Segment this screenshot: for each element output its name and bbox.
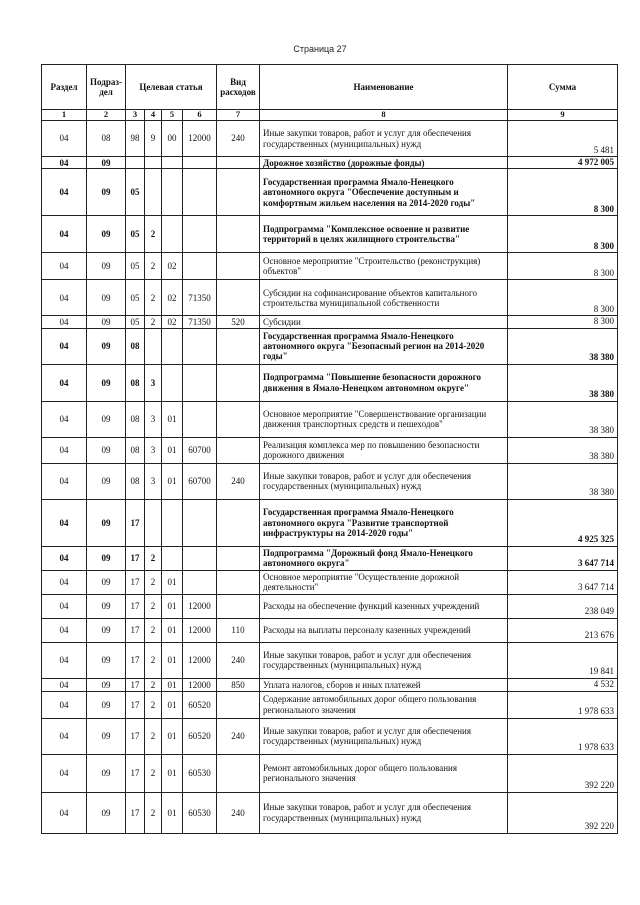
razdel-cell: 04 xyxy=(42,280,87,316)
event-cell: 01 xyxy=(162,401,183,437)
program-cell: 17 xyxy=(126,754,145,792)
table-row xyxy=(42,792,618,833)
razdel-cell: 04 xyxy=(42,618,87,642)
sum-cell: 1 978 633 xyxy=(508,691,618,718)
name-cell: Ремонт автомобильных дорог общего пользования регионального значения xyxy=(260,754,508,792)
event-cell: 02 xyxy=(162,253,183,280)
podrazdel-cell: 09 xyxy=(87,499,126,546)
vid-cell xyxy=(217,546,260,570)
vid-cell xyxy=(217,594,260,618)
direction-cell: 71350 xyxy=(183,316,217,328)
sum-cell: 8 300 xyxy=(508,169,618,216)
event-cell xyxy=(162,546,183,570)
program-cell: 17 xyxy=(126,570,145,594)
header-celevaya-statya: Целевая статья xyxy=(126,65,217,110)
sum-cell: 4 532 xyxy=(508,678,618,691)
table-row xyxy=(42,718,618,754)
table-row xyxy=(42,328,618,364)
col-number: 2 xyxy=(87,110,126,121)
razdel-cell: 04 xyxy=(42,678,87,691)
event-cell: 01 xyxy=(162,570,183,594)
sum-cell: 392 220 xyxy=(508,792,618,833)
vid-cell xyxy=(217,280,260,316)
direction-cell xyxy=(183,546,217,570)
header-summa: Сумма xyxy=(508,65,618,110)
direction-cell: 12000 xyxy=(183,594,217,618)
subprogram-cell: 2 xyxy=(145,594,162,618)
podrazdel-cell: 09 xyxy=(87,691,126,718)
subprogram-cell: 3 xyxy=(145,364,162,401)
program-cell: 08 xyxy=(126,364,145,401)
podrazdel-cell: 09 xyxy=(87,364,126,401)
event-cell: 01 xyxy=(162,642,183,678)
subprogram-cell: 2 xyxy=(145,718,162,754)
header-vid-raskhodov: Вид расходов xyxy=(217,65,260,110)
name-cell: Реализация комплекса мер по повышению безопасности дорожного движения xyxy=(260,437,508,463)
direction-cell: 12000 xyxy=(183,121,217,157)
podrazdel-cell: 09 xyxy=(87,216,126,253)
podrazdel-cell: 09 xyxy=(87,280,126,316)
event-cell: 01 xyxy=(162,718,183,754)
direction-cell xyxy=(183,364,217,401)
direction-cell: 60700 xyxy=(183,437,217,463)
program-cell: 05 xyxy=(126,280,145,316)
subprogram-cell xyxy=(145,157,162,169)
vid-cell: 240 xyxy=(217,642,260,678)
direction-cell: 71350 xyxy=(183,280,217,316)
vid-cell: 110 xyxy=(217,618,260,642)
program-cell: 08 xyxy=(126,463,145,499)
program-cell: 17 xyxy=(126,499,145,546)
direction-cell xyxy=(183,570,217,594)
subprogram-cell: 2 xyxy=(145,792,162,833)
name-cell: Дорожное хозяйство (дорожные фонды) xyxy=(260,157,508,169)
table-row xyxy=(42,364,618,401)
table-row xyxy=(42,253,618,280)
table-row xyxy=(42,401,618,437)
podrazdel-cell: 09 xyxy=(87,678,126,691)
sum-cell: 8 300 xyxy=(508,253,618,280)
event-cell xyxy=(162,499,183,546)
table-row xyxy=(42,642,618,678)
event-cell xyxy=(162,169,183,216)
sum-cell: 4 972 005 xyxy=(508,157,618,169)
razdel-cell: 04 xyxy=(42,253,87,280)
razdel-cell: 04 xyxy=(42,792,87,833)
razdel-cell: 04 xyxy=(42,463,87,499)
razdel-cell: 04 xyxy=(42,216,87,253)
table-row xyxy=(42,316,618,328)
razdel-cell: 04 xyxy=(42,594,87,618)
table-row xyxy=(42,463,618,499)
razdel-cell: 04 xyxy=(42,121,87,157)
razdel-cell: 04 xyxy=(42,691,87,718)
table-row xyxy=(42,437,618,463)
sum-cell: 38 380 xyxy=(508,328,618,364)
name-cell: Иные закупки товаров, работ и услуг для обеспечения государственных (муниципальных) нужд xyxy=(260,642,508,678)
razdel-cell: 04 xyxy=(42,328,87,364)
podrazdel-cell: 09 xyxy=(87,594,126,618)
vid-cell xyxy=(217,570,260,594)
program-cell: 17 xyxy=(126,546,145,570)
vid-cell: 240 xyxy=(217,463,260,499)
header-podrazdel: Подраз-дел xyxy=(87,65,126,110)
program-cell: 98 xyxy=(126,121,145,157)
sum-cell: 238 049 xyxy=(508,594,618,618)
sum-cell: 38 380 xyxy=(508,463,618,499)
sum-cell: 19 841 xyxy=(508,642,618,678)
vid-cell: 240 xyxy=(217,718,260,754)
col-number: 8 xyxy=(260,110,508,121)
program-cell: 17 xyxy=(126,718,145,754)
subprogram-cell: 2 xyxy=(145,691,162,718)
name-cell: Основное мероприятие "Совершенствование организации движения транспортных средств и пешеходов" xyxy=(260,401,508,437)
podrazdel-cell: 08 xyxy=(87,121,126,157)
razdel-cell: 04 xyxy=(42,364,87,401)
direction-cell: 60520 xyxy=(183,691,217,718)
vid-cell: 520 xyxy=(217,316,260,328)
direction-cell: 60530 xyxy=(183,792,217,833)
table-row xyxy=(42,546,618,570)
subprogram-cell xyxy=(145,499,162,546)
subprogram-cell: 2 xyxy=(145,316,162,328)
subprogram-cell: 9 xyxy=(145,121,162,157)
sum-cell: 213 676 xyxy=(508,618,618,642)
subprogram-cell: 2 xyxy=(145,280,162,316)
direction-cell xyxy=(183,328,217,364)
podrazdel-cell: 09 xyxy=(87,253,126,280)
name-cell: Иные закупки товаров, работ и услуг для обеспечения государственных (муниципальных) нужд xyxy=(260,718,508,754)
event-cell: 01 xyxy=(162,691,183,718)
razdel-cell: 04 xyxy=(42,754,87,792)
program-cell: 17 xyxy=(126,594,145,618)
podrazdel-cell: 09 xyxy=(87,618,126,642)
subprogram-cell xyxy=(145,169,162,216)
vid-cell xyxy=(217,157,260,169)
sum-cell: 38 380 xyxy=(508,401,618,437)
direction-cell: 12000 xyxy=(183,678,217,691)
vid-cell xyxy=(217,499,260,546)
podrazdel-cell: 09 xyxy=(87,718,126,754)
col-number: 6 xyxy=(183,110,217,121)
vid-cell xyxy=(217,437,260,463)
direction-cell xyxy=(183,157,217,169)
table-row xyxy=(42,570,618,594)
podrazdel-cell: 09 xyxy=(87,437,126,463)
subprogram-cell: 3 xyxy=(145,437,162,463)
table-row xyxy=(42,216,618,253)
name-cell: Основное мероприятие "Осуществление дорожной деятельности" xyxy=(260,570,508,594)
event-cell xyxy=(162,364,183,401)
program-cell: 05 xyxy=(126,169,145,216)
col-number: 1 xyxy=(42,110,87,121)
podrazdel-cell: 09 xyxy=(87,401,126,437)
event-cell xyxy=(162,157,183,169)
subprogram-cell: 3 xyxy=(145,401,162,437)
table-row xyxy=(42,121,618,157)
table-row xyxy=(42,691,618,718)
header-naimenovanie: Наименование xyxy=(260,65,508,110)
vid-cell xyxy=(217,754,260,792)
vid-cell: 240 xyxy=(217,792,260,833)
table-row xyxy=(42,157,618,169)
subprogram-cell: 2 xyxy=(145,642,162,678)
program-cell: 05 xyxy=(126,253,145,280)
vid-cell xyxy=(217,401,260,437)
subprogram-cell: 2 xyxy=(145,678,162,691)
table-row xyxy=(42,594,618,618)
sum-cell: 8 300 xyxy=(508,316,618,328)
name-cell: Иные закупки товаров, работ и услуг для обеспечения государственных (муниципальных) нужд xyxy=(260,121,508,157)
direction-cell xyxy=(183,169,217,216)
name-cell: Расходы на обеспечение функций казенных учреждений xyxy=(260,594,508,618)
sum-cell: 3 647 714 xyxy=(508,570,618,594)
event-cell: 00 xyxy=(162,121,183,157)
name-cell: Расходы на выплаты персоналу казенных учреждений xyxy=(260,618,508,642)
program-cell: 05 xyxy=(126,216,145,253)
event-cell: 02 xyxy=(162,316,183,328)
table-row xyxy=(42,499,618,546)
razdel-cell: 04 xyxy=(42,499,87,546)
event-cell: 01 xyxy=(162,754,183,792)
table-body xyxy=(42,121,618,834)
event-cell: 01 xyxy=(162,463,183,499)
budget-table xyxy=(41,64,618,834)
razdel-cell: 04 xyxy=(42,546,87,570)
direction-cell: 60700 xyxy=(183,463,217,499)
vid-cell xyxy=(217,691,260,718)
podrazdel-cell: 09 xyxy=(87,316,126,328)
col-number: 4 xyxy=(145,110,162,121)
direction-cell: 60520 xyxy=(183,718,217,754)
sum-cell: 38 380 xyxy=(508,437,618,463)
program-cell: 17 xyxy=(126,678,145,691)
name-cell: Иные закупки товаров, работ и услуг для обеспечения государственных (муниципальных) нужд xyxy=(260,792,508,833)
col-number: 9 xyxy=(508,110,618,121)
page-number-label: Страница 27 xyxy=(293,44,347,54)
podrazdel-cell: 09 xyxy=(87,463,126,499)
name-cell: Подпрограмма "Комплексное освоение и развитие территорий в целях жилищного строительства" xyxy=(260,216,508,253)
col-number: 7 xyxy=(217,110,260,121)
subprogram-cell: 2 xyxy=(145,546,162,570)
razdel-cell: 04 xyxy=(42,642,87,678)
program-cell: 17 xyxy=(126,618,145,642)
sum-cell: 8 300 xyxy=(508,216,618,253)
subprogram-cell: 2 xyxy=(145,253,162,280)
table-row xyxy=(42,280,618,316)
column-number-row xyxy=(42,110,618,121)
razdel-cell: 04 xyxy=(42,169,87,216)
vid-cell xyxy=(217,253,260,280)
program-cell: 17 xyxy=(126,642,145,678)
header-row xyxy=(42,65,618,110)
table-row xyxy=(42,754,618,792)
event-cell: 01 xyxy=(162,437,183,463)
sum-cell: 3 647 714 xyxy=(508,546,618,570)
name-cell: Государственная программа Ямало-Ненецкого автономного округа "Обеспечение доступным и комфортным жильем населения на 2014-2020 годы" xyxy=(260,169,508,216)
event-cell: 01 xyxy=(162,594,183,618)
podrazdel-cell: 09 xyxy=(87,157,126,169)
col-number: 3 xyxy=(126,110,145,121)
vid-cell xyxy=(217,328,260,364)
name-cell: Подпрограмма "Дорожный фонд Ямало-Ненецкого автономного округа" xyxy=(260,546,508,570)
program-cell: 05 xyxy=(126,316,145,328)
program-cell: 08 xyxy=(126,328,145,364)
vid-cell xyxy=(217,364,260,401)
razdel-cell: 04 xyxy=(42,718,87,754)
sum-cell: 8 300 xyxy=(508,280,618,316)
sum-cell: 38 380 xyxy=(508,364,618,401)
program-cell: 17 xyxy=(126,691,145,718)
name-cell: Уплата налогов, сборов и иных платежей xyxy=(260,678,508,691)
podrazdel-cell: 09 xyxy=(87,169,126,216)
razdel-cell: 04 xyxy=(42,437,87,463)
vid-cell: 240 xyxy=(217,121,260,157)
direction-cell: 12000 xyxy=(183,618,217,642)
event-cell: 01 xyxy=(162,678,183,691)
program-cell: 08 xyxy=(126,437,145,463)
event-cell: 02 xyxy=(162,280,183,316)
direction-cell xyxy=(183,253,217,280)
program-cell: 17 xyxy=(126,792,145,833)
event-cell xyxy=(162,328,183,364)
vid-cell xyxy=(217,216,260,253)
name-cell: Государственная программа Ямало-Ненецкого автономного округа "Развитие транспортной инфраструктуры на 2014-2020 годы" xyxy=(260,499,508,546)
name-cell: Субсидии на софинансирование объектов капитального строительства муниципальной собственности xyxy=(260,280,508,316)
event-cell xyxy=(162,216,183,253)
table-row xyxy=(42,618,618,642)
event-cell: 01 xyxy=(162,618,183,642)
vid-cell: 850 xyxy=(217,678,260,691)
program-cell xyxy=(126,157,145,169)
subprogram-cell xyxy=(145,328,162,364)
subprogram-cell: 2 xyxy=(145,618,162,642)
podrazdel-cell: 09 xyxy=(87,328,126,364)
subprogram-cell: 2 xyxy=(145,754,162,792)
program-cell: 08 xyxy=(126,401,145,437)
name-cell: Иные закупки товаров, работ и услуг для обеспечения государственных (муниципальных) нужд xyxy=(260,463,508,499)
direction-cell: 60530 xyxy=(183,754,217,792)
name-cell: Государственная программа Ямало-Ненецкого автономного округа "Безопасный регион на 2014-2020 годы" xyxy=(260,328,508,364)
direction-cell xyxy=(183,499,217,546)
table-row xyxy=(42,169,618,216)
subprogram-cell: 2 xyxy=(145,216,162,253)
podrazdel-cell: 09 xyxy=(87,792,126,833)
podrazdel-cell: 09 xyxy=(87,642,126,678)
col-number: 5 xyxy=(162,110,183,121)
subprogram-cell: 2 xyxy=(145,570,162,594)
name-cell: Субсидии xyxy=(260,316,508,328)
event-cell: 01 xyxy=(162,792,183,833)
direction-cell: 12000 xyxy=(183,642,217,678)
sum-cell: 5 481 xyxy=(508,121,618,157)
sum-cell: 1 978 633 xyxy=(508,718,618,754)
vid-cell xyxy=(217,169,260,216)
razdel-cell: 04 xyxy=(42,570,87,594)
subprogram-cell: 3 xyxy=(145,463,162,499)
podrazdel-cell: 09 xyxy=(87,546,126,570)
podrazdel-cell: 09 xyxy=(87,570,126,594)
razdel-cell: 04 xyxy=(42,157,87,169)
name-cell: Подпрограмма "Повышение безопасности дорожного движения в Ямало-Ненецком автономном округе" xyxy=(260,364,508,401)
name-cell: Основное мероприятие "Строительство (реконструкция) объектов" xyxy=(260,253,508,280)
sum-cell: 4 925 325 xyxy=(508,499,618,546)
name-cell: Содержание автомобильных дорог общего пользования регионального значения xyxy=(260,691,508,718)
direction-cell xyxy=(183,401,217,437)
razdel-cell: 04 xyxy=(42,401,87,437)
razdel-cell: 04 xyxy=(42,316,87,328)
header-razdel: Раздел xyxy=(42,65,87,110)
sum-cell: 392 220 xyxy=(508,754,618,792)
podrazdel-cell: 09 xyxy=(87,754,126,792)
table-row xyxy=(42,678,618,691)
direction-cell xyxy=(183,216,217,253)
